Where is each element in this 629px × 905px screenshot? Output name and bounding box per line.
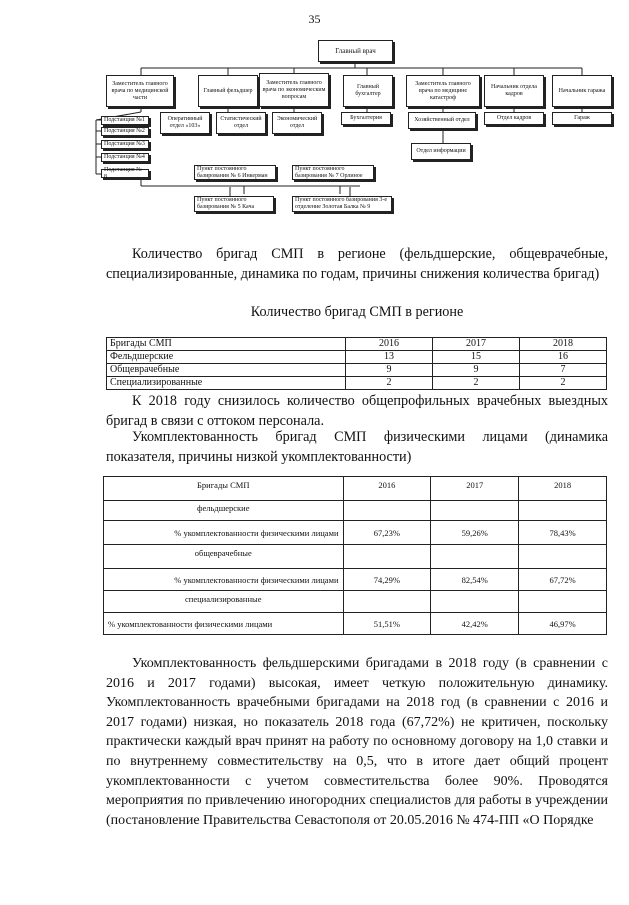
paragraph-staffing-intro: Укомплектованность бригад СМП физическими лицами (динамика показателя, причины низкой укомплектованности) [106,429,608,465]
org-box-chief-accountant: Главный бухгалтер [343,75,393,107]
table-header-cell: Бригады СМП [107,338,346,351]
table-row [104,545,607,569]
table-cell [431,545,519,569]
table-cell: 67,23% [343,521,431,545]
table-group-name: фельдшерские [104,501,344,521]
org-box-chief-feldsher: Главный фельдшер [198,75,258,107]
table-header-cell: Бригады СМП [104,477,344,501]
org-box-accounting: Бухгалтерия [341,112,391,125]
table-cell: 7 [520,364,607,377]
org-box-stat-dept: Статистический отдел [216,112,266,134]
table-header-cell: 2016 [343,477,431,501]
table-cell: 42,42% [431,613,519,635]
table-row [107,364,607,377]
table-cell [343,501,431,521]
table-group-name: специализированные [104,591,344,613]
org-box-econ-dept: Экономический отдел [272,112,322,134]
org-box-substation-4: Подстанция №4 [101,153,149,162]
table-cell [343,591,431,613]
table-cell: 74,29% [343,569,431,591]
table-cell: 67,72% [519,569,607,591]
org-box-substation-3: Подстанция №3 [101,140,149,149]
table-cell: % укомплектованности физическими лицами [104,569,344,591]
table-cell: Фельдшерские [107,351,346,364]
page-number: 35 [308,12,321,26]
org-box-operational-dept: Оперативный отдел «103» [160,112,210,134]
table-header-cell: 2017 [433,338,520,351]
table-cell: 9 [346,364,433,377]
org-box-deputy-econ: Заместитель главного врача по экономическим вопросам [259,73,329,107]
table-cell: % укомплектованности физическими лицами [104,613,344,635]
table-cell: 2 [520,377,607,390]
org-box-post-9: Пункт постоянного базирования 3-е отделение Золотая Балка № 9 [292,196,392,212]
org-box-substation-1: Подстанция №1 [101,116,149,125]
org-box-substation-8: Подстанция № 8 [101,169,149,178]
table-cell: 2 [346,377,433,390]
paragraph-decrease-reason: К 2018 году снизилось количество общепрофильных врачебных выездных бригад в связи с оттоком персонала. [106,393,608,429]
table-cell [431,591,519,613]
table-cell: 2 [433,377,520,390]
org-box-head: Главный врач [318,40,393,62]
table1-title: Количество бригад СМП в регионе [250,304,464,320]
table-row [104,569,607,591]
table-group-name: общеврачебные [104,545,344,569]
table-cell [519,501,607,521]
table-cell [343,545,431,569]
org-box-deputy-med: Заместитель главного врача по медицинской части [106,75,174,107]
table-row [107,351,607,364]
paragraph-brigade-count-intro: Количество бригад СМП в регионе (фельдшерские, общеврачебные, специализированные, динамика по годам, причины снижения количества бригад) [106,246,608,282]
table-cell [431,501,519,521]
org-box-hr-dept: Отдел кадров [484,112,544,125]
table-cell: 82,54% [431,569,519,591]
org-box-post-7: Пункт постоянного базирования № 7 Орлиное [292,165,374,180]
table-header-row [104,477,607,501]
org-box-garage: Гараж [552,112,612,125]
table-cell: Общеврачебные [107,364,346,377]
table-cell: 16 [520,351,607,364]
table-header-cell: 2018 [519,477,607,501]
org-box-deputy-disaster: Заместитель главного врача по медицине катастроф [406,75,480,107]
org-box-garage-head: Начальник гаража [552,75,612,107]
table-cell [519,591,607,613]
org-box-hr-head: Начальник отдела кадров [484,75,544,107]
table-header-row [107,338,607,351]
org-box-post-5: Пункт постоянного базирования № 5 Кача [194,196,274,212]
table-cell: % укомплектованности физическими лицами [104,521,344,545]
org-box-substation-2: Подстанция №2 [101,127,149,136]
org-box-household-dept: Хозяйственный отдел [408,112,476,129]
table-cell: 15 [433,351,520,364]
staffing-table [103,476,607,635]
org-box-post-6: Пункт постоянного базирования № 6 Инкерман [194,165,276,180]
table-cell: 9 [433,364,520,377]
org-box-info-dept: Отдел информации [411,143,471,160]
brigade-count-table [106,337,607,390]
table-row [107,377,607,390]
table-header-cell: 2018 [520,338,607,351]
paragraph-staffing-analysis: Укомплектованность фельдшерскими бригадами в 2018 году (в сравнении с 2016 и 2017 годами) высокая, имеет четкую положительную динамику. Укомплектованность врачебными бригадами на 2018 год (в сравнении с 2016 и 2017 годами) низкая, но показатель 2018 года (67,72%) не критичен, поскольку практически каждый врач принят на работу по основному договору на 1,0 ставки и по внутреннему совместительству на 0,5, что в итоге дает общий процент укомплектованности с учетом совместительства более 90%. Проводятся мероприятия по привлечению иногородних специалистов для работы в учреждении (постановление Правительства Севастополя от 20.05.2016 № 474-ПП «О Порядке [106,656,608,828]
table-cell: 13 [346,351,433,364]
table-cell: Специализированные [107,377,346,390]
table-header-cell: 2017 [431,477,519,501]
table-cell: 51,51% [343,613,431,635]
table-row [104,501,607,521]
table-cell: 78,43% [519,521,607,545]
table-cell: 46,97% [519,613,607,635]
table-cell: 59,26% [431,521,519,545]
table-row [104,591,607,613]
table-row [104,521,607,545]
table-row [104,613,607,635]
table-header-cell: 2016 [346,338,433,351]
table-cell [519,545,607,569]
